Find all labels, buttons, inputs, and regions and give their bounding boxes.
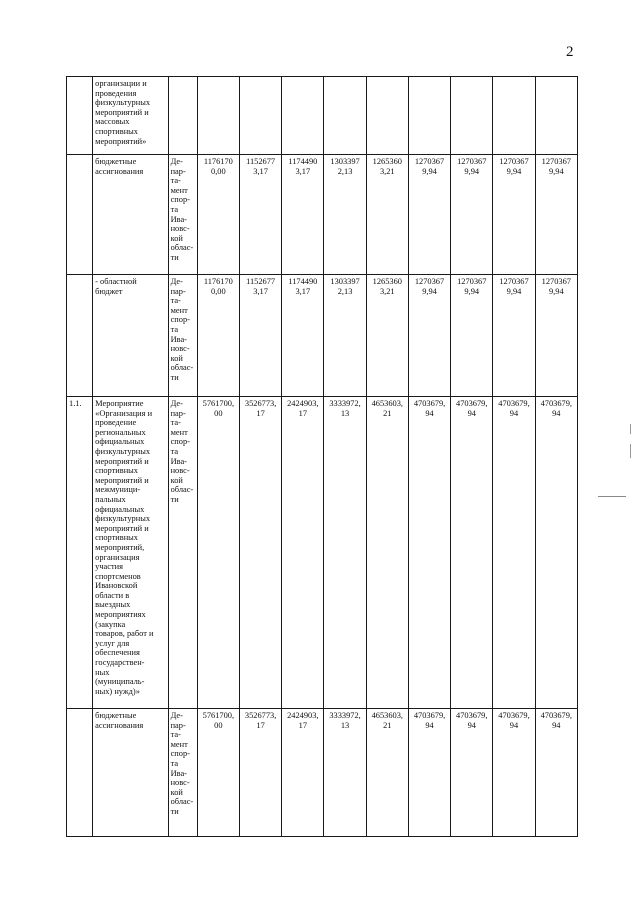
name-line: (муниципаль- [95,677,145,687]
name-line: спортивных [95,533,138,543]
name-line: региональных [95,427,146,437]
value-part: 94 [509,408,519,418]
value-part: 94 [552,720,561,730]
value-part: 1270367 [414,157,445,166]
value-part: 4703679, [456,399,488,408]
value-part: 13 [340,720,350,730]
value-part: 3333972, [329,711,361,720]
name-line: проведение [95,418,137,428]
value-part: 94 [425,720,434,730]
value-part: 4703679, [540,711,572,720]
executor-line: новс- [170,778,190,788]
row-index-cell [67,275,93,397]
value-part: 21 [383,408,392,418]
executor-line: спор- [170,437,190,447]
executor-line: ти [170,806,179,816]
name-line: физкультурных [95,98,151,108]
name-line: услуг для [95,638,130,648]
value-cell [535,275,577,397]
executor-line: та- [170,296,181,306]
value-cell [324,709,366,837]
value-part: 3,17 [253,286,268,296]
value-part: 0,00 [211,166,226,176]
value-part: 1176170 [203,277,233,286]
value-cell [282,275,324,397]
value-part: 1152677 [246,157,276,166]
value-part: 9,94 [422,166,437,176]
value-part: 9,94 [548,286,564,296]
executor-cell [168,77,197,155]
name-line: участия [95,562,123,572]
value-part: 21 [383,720,392,730]
value-part: 94 [467,408,476,418]
value-part: 1303397 [330,157,360,166]
value-part: 4653603, [371,399,403,408]
name-line: мероприятий и [95,107,149,117]
value-cell [535,77,577,155]
executor-line: Де- [170,157,183,166]
value-cell [197,275,239,397]
value-part: 1270367 [457,157,487,166]
value-cell [493,275,535,397]
name-line: ных [95,667,110,677]
name-line: мероприятий и [95,456,149,466]
budget-table [66,76,578,837]
executor-line: ти [170,372,179,382]
name-line: мероприятий» [95,136,147,146]
value-cell [239,77,281,155]
name-line: организации и [95,79,147,88]
executor-line: мент [170,427,188,437]
name-line: ассигнования [95,720,144,730]
value-cell [493,155,535,275]
value-part: 1303397 [330,277,360,286]
name-line: (закупка [95,619,126,629]
value-cell [239,709,281,837]
name-line: организация [95,552,140,562]
name-line: государствен- [95,658,145,668]
name-line: спортсменов [95,571,141,581]
name-line: выездных [95,600,131,610]
value-cell [493,709,535,837]
name-cell [93,397,168,709]
value-part: 17 [298,408,307,418]
table-body [67,77,578,837]
value-cell [324,77,366,155]
value-cell [408,397,450,709]
executor-cell [168,155,197,275]
executor-line: та [170,446,179,456]
value-part: 5761700, [202,711,235,720]
name-line: Ивановской [95,581,138,591]
name-line: бюджетные [95,157,137,166]
name-line: физкультурных [95,446,151,456]
executor-line: та- [170,730,181,740]
value-part: 94 [425,408,434,418]
value-cell [324,155,366,275]
name-line: пальных [95,494,126,504]
executor-line: Де- [170,277,183,286]
value-part: 4703679, [456,711,488,720]
value-part: 1270367 [499,277,529,286]
executor-line: ти [170,252,179,262]
value-part: 1265360 [372,277,402,286]
name-line: Мероприятие [95,399,144,408]
value-part: 9,94 [464,166,480,176]
value-cell [282,155,324,275]
name-line: ассигнования [95,166,144,176]
name-line: массовых [95,117,130,127]
value-cell [197,709,239,837]
value-cell [451,397,493,709]
value-part: 00 [214,720,223,730]
executor-line: облас- [170,485,194,495]
executor-line: облас- [170,363,194,373]
value-cell [197,77,239,155]
name-line: спортивных [95,126,138,136]
executor-line: новс- [170,466,190,476]
name-cell [93,275,168,397]
executor-line: мент [170,739,188,749]
executor-line: Ива- [170,768,187,778]
value-cell [451,77,493,155]
value-cell [493,77,535,155]
value-cell [366,155,408,275]
executor-line: та- [170,176,181,186]
value-part: 94 [552,408,561,418]
value-cell [197,155,239,275]
executor-cell [168,709,197,837]
table-row [67,709,578,837]
value-part: 3,17 [253,166,268,176]
value-part: 94 [509,720,519,730]
value-cell [239,397,281,709]
name-line: мероприятиях [95,610,146,620]
name-line: «Организация и [95,408,153,418]
margin-mark [598,496,626,497]
name-line: бюджетные [95,711,137,720]
value-cell [535,709,577,837]
name-line: мероприятий, [95,542,145,552]
name-line: мероприятий и [95,523,149,533]
value-part: 3333972, [329,399,361,408]
value-cell [451,709,493,837]
value-part: 9,94 [422,286,437,296]
executor-line: спор- [170,195,190,205]
value-cell [408,155,450,275]
value-part: 4703679, [413,399,446,408]
executor-line: кой [170,475,183,485]
name-cell [93,77,168,155]
name-line: - областной [95,277,137,286]
value-cell [451,275,493,397]
executor-line: та [170,324,179,334]
value-part: 3526773, [244,399,277,408]
row-index-cell: 1.1. [67,397,93,709]
value-part: 3,17 [295,166,311,176]
executor-line: та [170,758,179,768]
executor-line: Ива- [170,214,187,224]
value-cell [366,709,408,837]
value-part: 9,94 [464,286,480,296]
value-cell [408,77,450,155]
value-cell [366,275,408,397]
value-cell [324,397,366,709]
value-part: 17 [256,408,265,418]
executor-line: новс- [170,224,190,234]
value-part: 1270367 [457,277,487,286]
value-part: 9,94 [548,166,564,176]
executor-line: облас- [170,243,194,253]
value-part: 17 [298,720,307,730]
value-part: 9,94 [506,286,522,296]
value-cell [282,77,324,155]
executor-line: новс- [170,344,190,354]
executor-line: мент [170,305,188,315]
value-cell [366,77,408,155]
value-part: 1174490 [288,277,318,286]
value-part: 1152677 [246,277,276,286]
name-line: межмуници- [95,485,141,495]
value-part: 17 [256,720,265,730]
name-line: спортивных [95,466,138,476]
name-line: области в [95,590,130,600]
name-line: мероприятий и [95,475,149,485]
name-cell [93,155,168,275]
value-part: 3,17 [295,286,311,296]
executor-line: пар- [170,408,186,418]
value-cell [451,155,493,275]
value-part: 1265360 [372,157,402,166]
value-cell [493,397,535,709]
row-index-cell [67,709,93,837]
name-line: бюджет [95,286,123,296]
executor-line: Ива- [170,334,187,344]
executor-line: кой [170,787,183,797]
executor-line: кой [170,233,183,243]
value-cell [535,155,577,275]
executor-line: ти [170,494,179,504]
executor-cell [168,397,197,709]
value-part: 1174490 [288,157,318,166]
value-part: 1270367 [541,157,571,166]
value-cell [282,397,324,709]
name-line: официальных [95,437,145,447]
value-part: 2,13 [337,286,353,296]
table-row [67,155,578,275]
executor-line: пар- [170,286,186,296]
value-part: 3526773, [244,711,277,720]
value-part: 1176170 [203,157,233,166]
row-index-cell [67,155,93,275]
table-row [67,275,578,397]
executor-line: Де- [170,711,183,720]
table-row [67,77,578,155]
executor-line: мент [170,185,188,195]
value-cell [239,155,281,275]
margin-dash [630,444,631,458]
name-line: официальных [95,504,145,514]
executor-line: та- [170,418,181,428]
value-part: 1270367 [499,157,529,166]
value-cell [324,275,366,397]
name-cell [93,709,168,837]
value-part: 4653603, [371,711,403,720]
value-cell [239,275,281,397]
executor-line: Ива- [170,456,187,466]
value-cell [535,397,577,709]
value-part: 9,94 [506,166,522,176]
value-cell [197,397,239,709]
value-part: 2424903, [287,399,319,408]
row-index-cell [67,77,93,155]
value-part: 94 [467,720,476,730]
value-part: 3,21 [379,166,395,176]
executor-line: облас- [170,797,194,807]
value-part: 2,13 [337,166,353,176]
value-part: 1270367 [541,277,571,286]
value-cell [282,709,324,837]
executor-line: та [170,204,179,214]
value-part: 4703679, [413,711,446,720]
value-cell [408,709,450,837]
value-part: 5761700, [202,399,235,408]
name-line: товаров, работ и [95,629,154,639]
executor-line: пар- [170,166,186,176]
value-part: 1270367 [414,277,445,286]
value-part: 2424903, [287,711,319,720]
name-line: ных) нужд)» [95,686,140,696]
name-line: обеспечения [95,648,140,658]
value-part: 0,00 [211,286,226,296]
executor-line: пар- [170,720,186,730]
table-row [67,397,578,709]
name-line: проведения [95,88,137,98]
value-part: 4703679, [540,399,572,408]
margin-dash [630,424,631,434]
value-part: 00 [214,408,223,418]
value-part: 4703679, [498,711,530,720]
value-part: 13 [340,408,350,418]
value-cell [408,275,450,397]
name-line: физкультурных [95,514,151,524]
executor-cell [168,275,197,397]
executor-line: спор- [170,749,190,759]
executor-line: спор- [170,315,190,325]
executor-line: Де- [170,399,183,408]
page-number: 2 [566,44,574,60]
value-cell [366,397,408,709]
executor-line: кой [170,353,183,363]
value-part: 3,21 [379,286,395,296]
value-part: 4703679, [498,399,530,408]
